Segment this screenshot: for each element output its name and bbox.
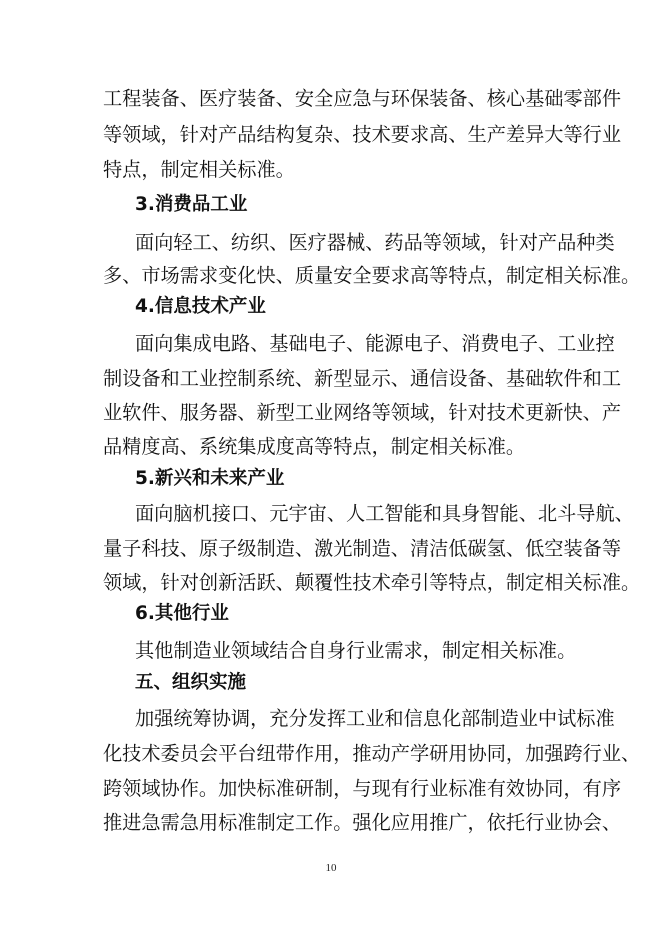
chapter-heading: 五、组织实施: [135, 672, 247, 693]
body-line: 等领域，针对产品结构复杂、技术要求高、生产差异大等行业: [103, 123, 622, 146]
body-line: 特点，制定相关标准。: [103, 158, 295, 181]
section-heading: 4.信息技术产业: [135, 296, 266, 317]
body-line: 跨领域协作。加快标准研制，与现有行业标准有效协同，有序: [103, 777, 622, 800]
body-line: 面向脑机接口、元宇宙、人工智能和具身智能、北斗导航、: [135, 502, 634, 525]
page-number: 10: [325, 862, 337, 874]
body-line: 业软件、服务器、新型工业网络等领域，针对技术更新快、产: [103, 401, 622, 424]
section-heading: 6.其他行业: [135, 603, 229, 624]
body-line: 化技术委员会平台纽带作用，推动产学研用协同，加强跨行业、: [103, 742, 641, 765]
body-line: 多、市场需求变化快、质量安全要求高等特点，制定相关标准。: [103, 264, 641, 287]
body-line: 推进急需急用标准制定工作。强化应用推广，依托行业协会、: [103, 811, 622, 834]
body-line: 品精度高、系统集成度高等特点，制定相关标准。: [103, 435, 526, 458]
body-line: 加强统筹协调，充分发挥工业和信息化部制造业中试标准: [135, 707, 615, 730]
body-line: 领域，针对创新活跃、颠覆性技术牵引等特点，制定相关标准。: [103, 571, 641, 594]
body-line: 工程装备、医疗装备、安全应急与环保装备、核心基础零部件: [103, 87, 622, 110]
body-line: 制设备和工业控制系统、新型显示、通信设备、基础软件和工: [103, 367, 622, 390]
section-heading: 3.消费品工业: [135, 194, 248, 215]
body-line: 面向轻工、纺织、医疗器械、药品等领域，针对产品种类: [135, 231, 615, 254]
body-line: 量子科技、原子级制造、激光制造、清洁低碳氢、低空装备等: [103, 537, 622, 560]
section-heading: 5.新兴和未来产业: [135, 468, 285, 489]
body-line: 其他制造业领域结合自身行业需求，制定相关标准。: [135, 639, 577, 662]
body-line: 面向集成电路、基础电子、能源电子、消费电子、工业控: [135, 332, 615, 355]
